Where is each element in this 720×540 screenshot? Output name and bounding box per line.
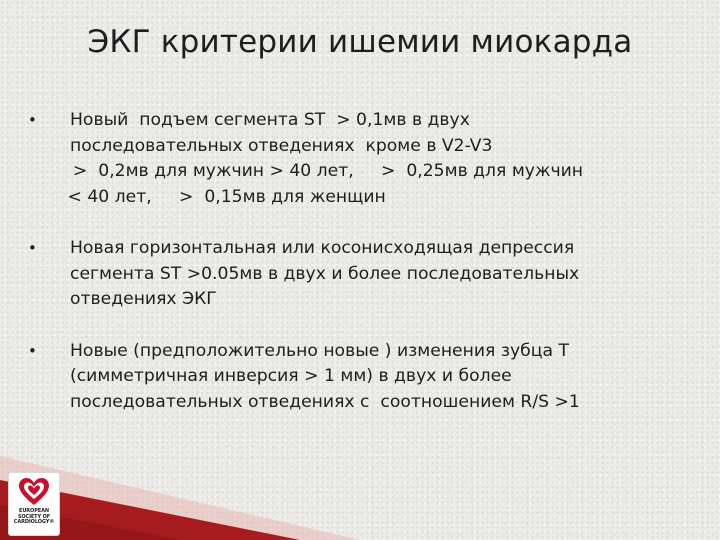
bullet-line: последовательных отведениях кроме в V2-V3 [70,135,493,156]
bullet-line: Новый подъем сегмента ST > 0,1мв в двух [70,110,470,130]
bullet-line: последовательных отведениях с соотношением R/S >1 [70,391,580,412]
bullet-line: (симметричная инверсия > 1 мм) в двух и более [70,366,512,386]
bullet-line: сегмента ST >0.05мв в двух и более последовательных [70,263,580,284]
bullet-line: > 0,2мв для мужчин > 40 лет, > 0,25мв для мужчин [62,161,584,181]
bullet-marker: • [28,239,37,257]
bullet-line: < 40 лет, > 0,15мв для женщин [62,186,386,207]
esc-logo [8,472,60,536]
bullet-line: Новые (предположительно новые ) изменения зубца Т [70,340,569,361]
heart-icon [18,477,50,507]
bullet-line: отведениях ЭКГ [70,289,217,309]
bullet-list [24,108,704,415]
bullet-line: Новая горизонтальная или косонисходящая депрессия [70,238,575,258]
logo-text: EUROPEAN SOCIETY OF CARDIOLOGY® [13,508,55,526]
bullet-item [24,108,704,210]
bullet-marker: • [28,341,37,360]
bullet-item [24,236,704,313]
bullet-marker: • [28,111,37,129]
slide-title: ЭКГ критерии ишемии миокарда [87,24,633,60]
bullet-item [24,339,704,416]
